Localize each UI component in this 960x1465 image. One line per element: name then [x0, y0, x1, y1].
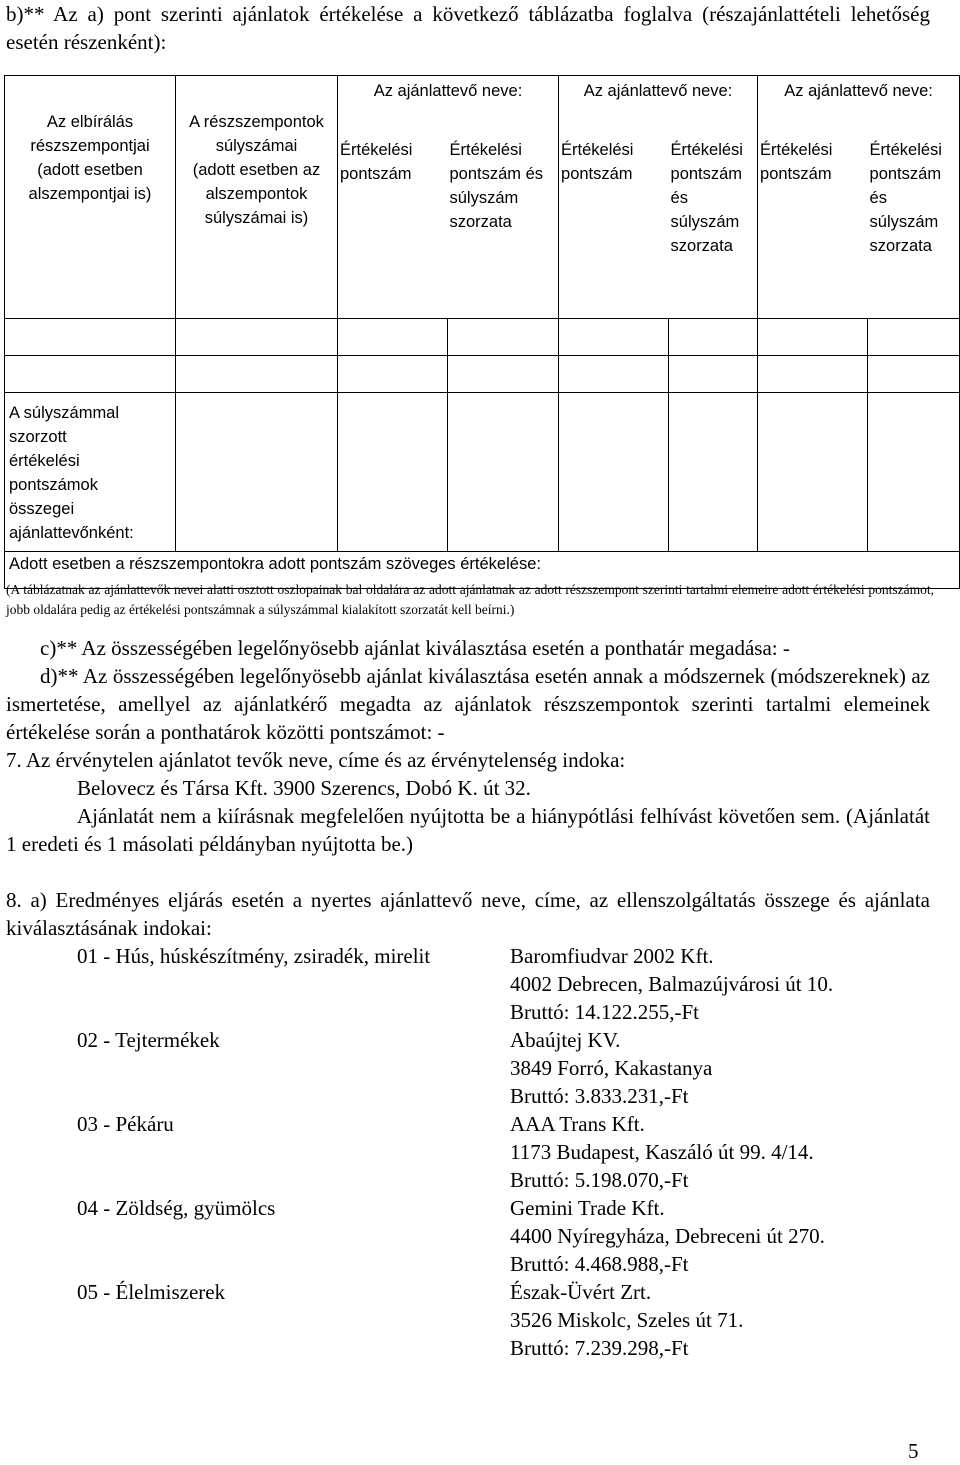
winner-price: Bruttó: 4.468.988,-Ft [510, 1252, 689, 1276]
winner-address: 3849 Forró, Kakastanya [510, 1056, 713, 1080]
criteria-header-line: (adott esetben [37, 161, 143, 179]
subheader-line: súlyszám [869, 213, 939, 231]
winner-price: Bruttó: 3.833.231,-Ft [510, 1084, 689, 1108]
table-note: (A táblázatnak az ajánlattevők nevei alatti osztott oszlopainak bal oldalára az adott ajánlatnak az adott részszempont szerinti tartalmi elemeire adott értékelési pontszámot, jobb oldalára pedig az értékelési pontszámnak a súlyszámmal kialakított szorzatát kell beírni.) [6, 582, 934, 617]
invalid-bid-reason: Ajánlatát nem a kiírásnak megfelelően nyújtotta be a hiánypótlási felhívást követően sem. (Ajánlatát 1 eredeti és 1 másolati példányban nyújtotta be.) [6, 804, 930, 856]
score-subheader [338, 106, 448, 319]
winner-name: Abaújtej KV. [510, 1028, 621, 1052]
subheader-line: szorzata [670, 237, 733, 255]
subheader-line: Értékelési [670, 141, 743, 159]
weights-header-cell [176, 76, 338, 319]
bidder-name-header: Az ajánlattevő neve: [559, 76, 758, 107]
criteria-header-cell [5, 76, 176, 319]
table-row [5, 319, 960, 356]
winner-address: 1173 Budapest, Kaszáló út 99. 4/14. [510, 1140, 814, 1164]
lot-name: 03 - Pékáru [77, 1112, 174, 1136]
weights-header-line: A részszempontok [189, 113, 324, 131]
winner-address: 4400 Nyíregyháza, Debreceni út 270. [510, 1224, 825, 1248]
lot-name: 04 - Zöldség, gyümölcs [77, 1196, 276, 1220]
score-subheader [758, 106, 868, 319]
winner-address: 4002 Debrecen, Balmazújvárosi út 10. [510, 972, 834, 996]
subheader-line: pontszám [760, 165, 832, 183]
criteria-header-line: Az elbírálás [46, 113, 134, 131]
winner-name: Gemini Trade Kft. [510, 1196, 665, 1220]
subheader-line: pontszám [670, 165, 743, 183]
weights-header-line: súlyszámai is) [204, 209, 309, 227]
subheader-line: pontszám [561, 165, 633, 183]
subheader-line: szorzata [869, 237, 932, 255]
subheader-line: súlyszám [449, 189, 519, 207]
sum-label-line: értékelési [9, 452, 80, 470]
sum-label-line: összegei [9, 500, 75, 518]
subheader-line: szorzata [449, 213, 512, 231]
subheader-line: Értékelési [340, 141, 413, 159]
winner-address: 3526 Miskolc, Szeles út 71. [510, 1308, 744, 1332]
weighted-score-subheader [448, 106, 559, 319]
winner-name: AAA Trans Kft. [510, 1112, 645, 1136]
table-row [5, 356, 960, 393]
winner-price: Bruttó: 14.122.255,-Ft [510, 1000, 700, 1024]
paragraph-d: d)** Az összességében legelőnyösebb ajánlat kiválasztása esetén annak a módszernek (módszereknek) az ismertetése, amellyel az ajánlatkérő megadta az ajánlatok részszempontok szerinti tartalmi elemeinek értékelése során a ponthatárok közötti pontszámot: - [6, 664, 930, 744]
weights-header-line: súlyszámai [215, 137, 298, 155]
weighted-sum-row [5, 393, 960, 552]
sum-label-line: szorzott [9, 428, 67, 446]
subheader-line: pontszám és [449, 165, 544, 183]
winner-price: Bruttó: 7.239.298,-Ft [510, 1336, 689, 1360]
subheader-line: súlyszám [670, 213, 740, 231]
evaluation-table [4, 75, 960, 589]
invalid-bidder-company: Belovecz és Társa Kft. 3900 Szerencs, Dobó K. út 32. [77, 776, 531, 800]
lot-name: 05 - Élelmiszerek [77, 1280, 226, 1304]
weights-header-line: (adott esetben az [192, 161, 321, 179]
subheader-line: Értékelési [760, 141, 833, 159]
winner-name: Baromfiudvar 2002 Kft. [510, 944, 714, 968]
section-b-intro: b)** Az a) pont szerinti ajánlatok értékelése a következő táblázatba foglalva (részajánlattételi lehetőség esetén részenként): [6, 2, 930, 54]
subheader-line: Értékelési [449, 141, 522, 159]
subheader-line: Értékelési [561, 141, 634, 159]
winner-price: Bruttó: 5.198.070,-Ft [510, 1168, 689, 1192]
weighted-score-subheader [868, 106, 960, 319]
text-evaluation-label: Adott esetben a részszempontokra adott pontszám szöveges értékelése: [5, 552, 960, 589]
weighted-score-subheader [669, 106, 758, 319]
criteria-header-line: alszempontjai is) [28, 185, 152, 203]
bidder-name-header: Az ajánlattevő neve: [338, 76, 559, 107]
subheader-line: pontszám [869, 165, 942, 183]
weights-header-line: alszempontok [205, 185, 308, 203]
subheader-line: és [670, 189, 688, 207]
winner-name: Észak-Üvért Zrt. [510, 1280, 652, 1304]
page-number: 5 [908, 1439, 919, 1463]
subheader-line: Értékelési [869, 141, 942, 159]
section-7-title: 7. Az érvénytelen ajánlatot tevők neve, címe és az érvénytelenség indoka: [6, 748, 626, 772]
score-subheader [559, 106, 669, 319]
sum-label-line: ajánlattevőnként: [9, 524, 134, 542]
section-8-title: 8. a) Eredményes eljárás esetén a nyertes ajánlattevő neve, címe, az ellenszolgáltatás összege és ajánlata kiválasztásának indokai: [6, 888, 930, 940]
lot-name: 01 - Hús, húskészítmény, zsiradék, mirelit [77, 944, 431, 968]
lot-name: 02 - Tejtermékek [77, 1028, 220, 1052]
sum-label-line: pontszámok [9, 476, 98, 494]
bidder-name-header: Az ajánlattevő neve: [758, 76, 960, 107]
subheader-line: pontszám [340, 165, 412, 183]
sum-label-line: A súlyszámmal [9, 404, 120, 422]
subheader-line: és [869, 189, 887, 207]
criteria-header-line: részszempontjai [30, 137, 150, 155]
weighted-sum-label [5, 393, 176, 552]
paragraph-c: c)** Az összességében legelőnyösebb ajánlat kiválasztása esetén a ponthatár megadása: - [40, 636, 790, 660]
